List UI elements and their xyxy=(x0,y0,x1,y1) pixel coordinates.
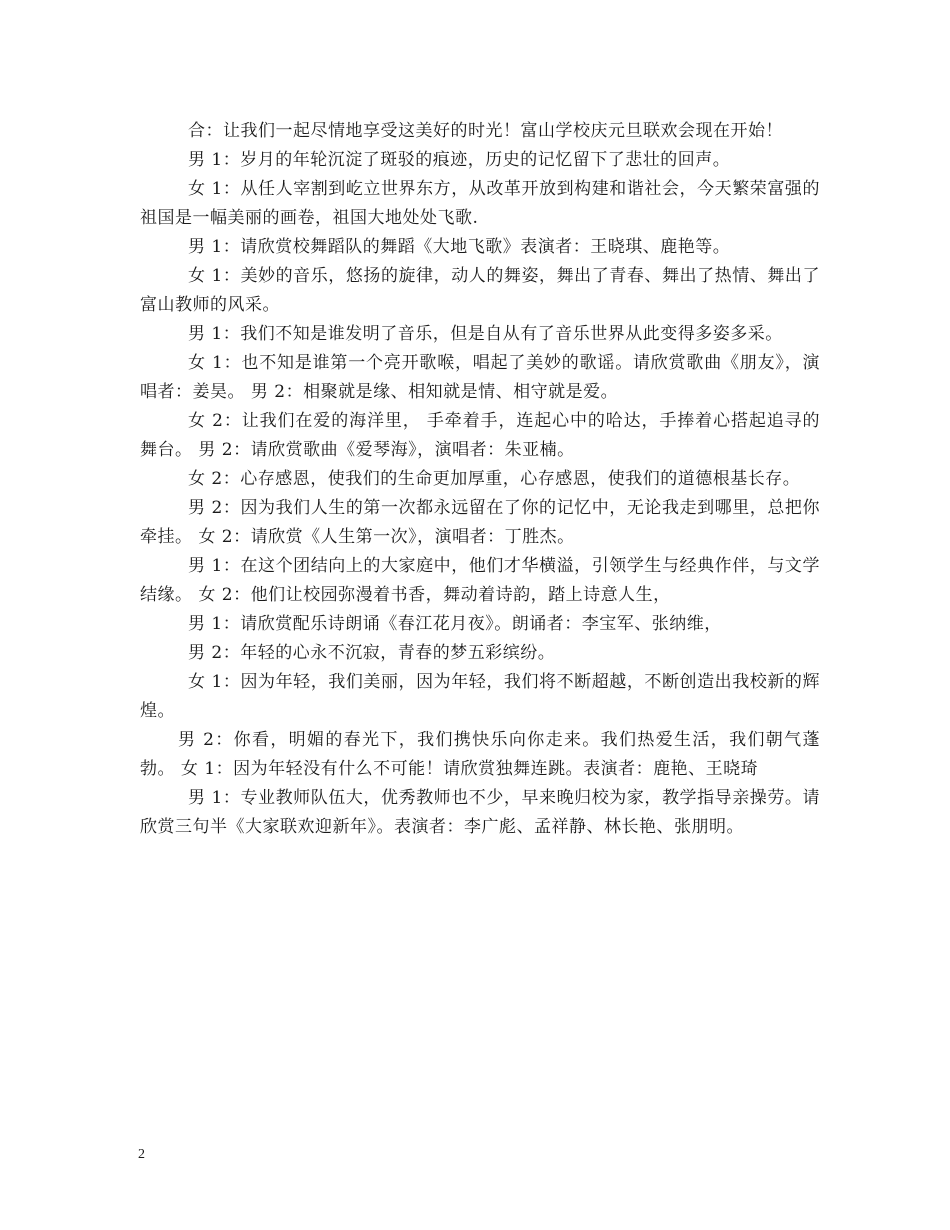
paragraph-16: 男 1：专业教师队伍大，优秀教师也不少，早来晚归校为家，教学指导亲操劳。请欣赏三句半《大家联欢迎新年》。表演者：李广彪、孟祥静、林长艳、张朋明。 xyxy=(140,788,820,837)
paragraph-5: 女 1：美妙的音乐，悠扬的旋律，动人的舞姿，舞出了青春、舞出了热情、舞出了富山教师的风采。 xyxy=(140,266,820,315)
document-body xyxy=(140,117,820,842)
paragraph-6: 男 1：我们不知是谁发明了音乐，但是自从有了音乐世界从此变得多姿多采。 xyxy=(188,324,783,344)
paragraph-3: 女 1：从任人宰割到屹立世界东方，从改革开放到构建和谐社会，今天繁荣富强的祖国是一幅美丽的画卷，祖国大地处处飞歌. xyxy=(140,179,820,228)
paragraph-12: 男 1：请欣赏配乐诗朗诵《春江花月夜》。朗诵者：李宝军、张纳维， xyxy=(188,614,722,634)
paragraph-9: 女 2：心存感恩，使我们的生命更加厚重，心存感恩，使我们的道德根基长存。 xyxy=(188,469,801,489)
paragraph-7: 女 1：也不知是谁第一个亮开歌喉，唱起了美妙的歌谣。请欣赏歌曲《朋友》，演唱者：姜昊。 男 2：相聚就是缘、相知就是情、相守就是爱。 xyxy=(140,353,820,402)
paragraph-4: 男 1：请欣赏校舞蹈队的舞蹈《大地飞歌》表演者：王晓琪、鹿艳等。 xyxy=(188,237,731,257)
paragraph-1: 合：让我们一起尽情地享受这美好的时光！富山学校庆元旦联欢会现在开始！ xyxy=(188,121,783,141)
paragraph-2: 男 1：岁月的年轮沉淀了斑驳的痕迹，历史的记忆留下了悲壮的回声。 xyxy=(188,150,731,170)
paragraph-11: 男 1：在这个团结向上的大家庭中，他们才华横溢，引领学生与经典作伴，与文学结缘。 女 2：他们让校园弥漫着书香，舞动着诗韵，踏上诗意人生， xyxy=(140,556,820,605)
paragraph-15: 男 2：你看，明媚的春光下，我们携快乐向你走来。我们热爱生活，我们朝气蓬勃。 女 1：因为年轻没有什么不可能！请欣赏独舞连跳。表演者：鹿艳、王晓琦 xyxy=(140,730,820,779)
paragraph-10: 男 2：因为我们人生的第一次都永远留在了你的记忆中，无论我走到哪里，总把你牵挂。 女 2：请欣赏《人生第一次》，演唱者：丁胜杰。 xyxy=(140,498,820,547)
page-number: 2 xyxy=(138,1147,145,1162)
paragraph-14: 女 1：因为年轻，我们美丽，因为年轻，我们将不断超越，不断创造出我校新的辉煌。 xyxy=(140,672,820,721)
paragraph-8: 女 2：让我们在爱的海洋里， 手牵着手，连起心中的哈达，手捧着心搭起追寻的舞台。 男 2：请欣赏歌曲《爱琴海》，演唱者：朱亚楠。 xyxy=(140,411,820,460)
paragraph-13: 男 2：年轻的心永不沉寂，青春的梦五彩缤纷。 xyxy=(188,643,556,663)
